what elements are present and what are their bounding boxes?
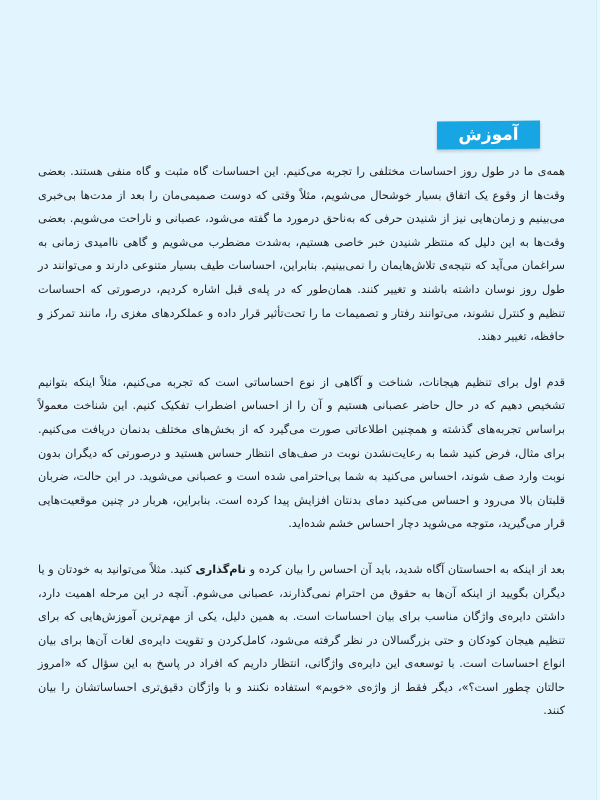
paragraph-3 bbox=[38, 558, 565, 723]
body-text bbox=[38, 160, 565, 745]
page-edge bbox=[596, 0, 600, 800]
section-title-badge: آموزش bbox=[437, 121, 540, 150]
paragraph-3-end: کنید. مثلاً می‌توانید به خودتان و یا دیگران بگویید از اینکه آن‌ها به حقوق من احترام نمی‌گذارند، عصبانی می‌شوم. آنچه در این مرحله اهمیت دارد، داشتن دایره‌ی واژگان مناسب برای بیان احساسات است. به همین دلیل، یکی از مهم‌ترین آموزش‌هایی که برای تنظیم هیجان کودکان و حتی بزرگسالان در نظر گرفته می‌شود، کامل‌کردن و تقویت دایره‌ی لغات آن‌ها برای بیان انواع احساسات است. با توسعه‌ی این دایره‌ی واژگانی، انتظار داریم که افراد در پاسخ به این سؤال که «امروز حالتان چطور است؟»، دیگر فقط از واژه‌ی «خوبم» استفاده نکنند و با واژگان دقیق‌تری احساساتشان را بیان کنند. bbox=[38, 562, 565, 718]
bold-term-naming: نام‌گذاری bbox=[195, 562, 247, 576]
paragraph-3-start: بعد از اینکه به احساستان آگاه شدید، باید آن احساس را بیان کرده و bbox=[246, 562, 565, 576]
paragraph-2: قدم اول برای تنظیم هیجانات، شناخت و آگاهی از نوع احساساتی است که تجربه می‌کنیم، مثلاً اینکه بتوانیم تشخیص دهیم که در حال حاضر عصبانی هستیم و آن را از احساس اضطراب تفکیک کنیم. این شناخت معمولاً براساس تجربه‌های گذشته و همچنین اطلاعاتی صورت می‌گیرد که از بخش‌های مختلف بدنمان دریافت می‌کنیم. برای مثال، فرض کنید شما به رعایت‌نشدن نوبت در صف‌های انتظار حساس هستید و درصورتی که دیگران بدون نوبت وارد صف شوند، احساس می‌کنید به شما بی‌احترامی شده است و عصبانی می‌شوید. در این حالت، ضربان قلبتان بالا می‌رود و احساس می‌کنید دمای بدنتان افزایش پیدا کرده است. بنابراین، هربار در چنین موقعیت‌هایی قرار می‌گیرید، متوجه می‌شوید دچار احساس خشم شده‌اید. bbox=[38, 375, 565, 531]
paragraph-1: همه‌ی ما در طول روز احساسات مختلفی را تجربه می‌کنیم. این احساسات گاه مثبت و گاه منفی هستند. بعضی وقت‌ها از وقوع یک اتفاق بسیار خوشحال می‌شویم، مثلاً وقتی که دوست صمیمی‌مان را بعد از مدت‌ها بی‌خبری می‌بینیم و زمان‌هایی نیز از شنیدن حرفی که به‌ناحق درمورد ما گفته می‌شود، عصبانی و ناراحت می‌شویم. بعضی وقت‌ها به این دلیل که منتظر شنیدن خبر خاصی هستیم، به‌شدت مضطرب می‌شویم و گاهی ناامیدی زمانی به سراغمان می‌آید که نتیجه‌ی تلاش‌هایمان را نمی‌بینیم. بنابراین، احساسات طیف بسیار متنوعی دارند و می‌توانند در طول روز نوسان داشته باشند و تغییر کنند. همان‌طور که در پله‌ی قبل اشاره کردیم، درصورتی که احساسات تنظیم و کنترل نشوند، می‌توانند رفتار و تصمیمات ما را تحت‌تأثیر قرار داده و عملکردهای مغزی را، مانند تمرکز و حافظه، تغییر دهند. bbox=[38, 165, 565, 344]
